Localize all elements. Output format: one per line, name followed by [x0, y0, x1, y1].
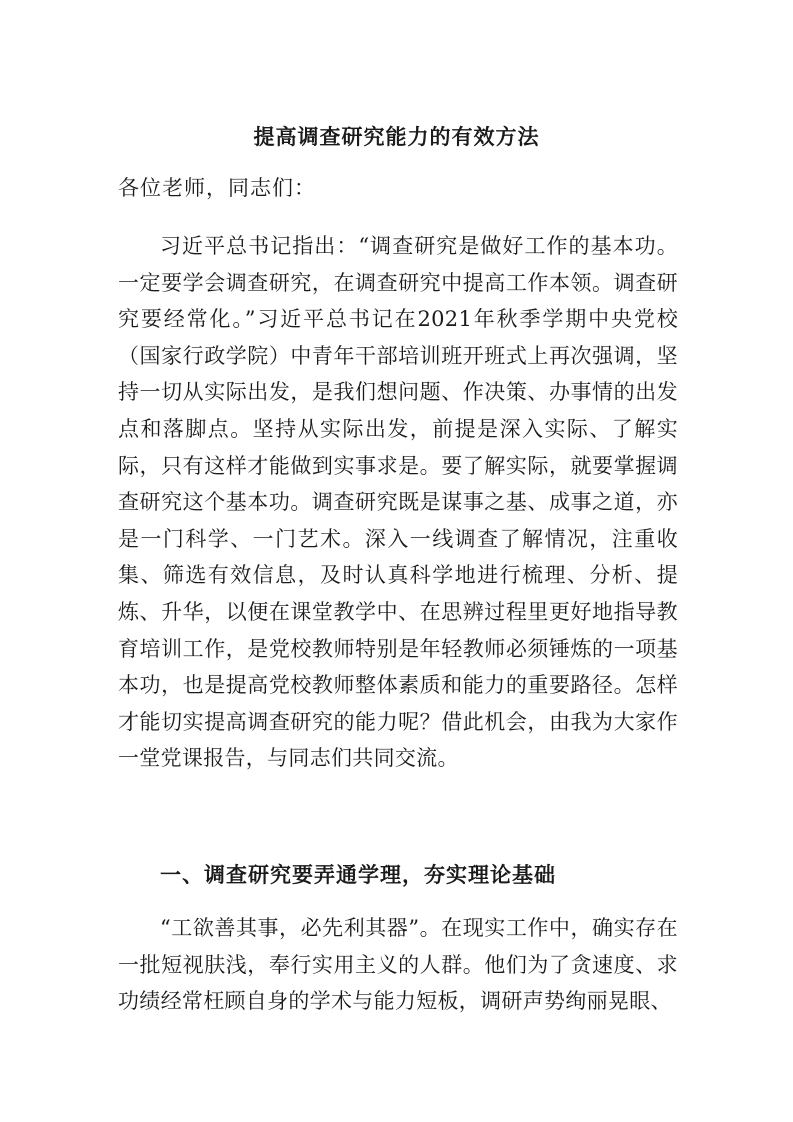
paragraph-2: “工欲善其事，必先利其器”。在现实工作中，确实存在一批短视肤浅，奉行实用主义的人群。他们为了贪速度、求功绩经常枉顾自身的学术与能力短板，调研声势绚丽晃眼、 [118, 916, 678, 1014]
salutation: 各位老师，同志们： [118, 176, 316, 200]
document-title: 提高调查研究能力的有效方法 [253, 124, 540, 149]
paragraph-1: 习近平总书记指出：“调查研究是做好工作的基本功。一定要学会调查研究，在调查研究中提高工作本领。调查研究要经常化。”习近平总书记在2021年秋季学期中央党校（国家行政学院）中青年干部培训班开班式上再次强调，坚持一切从实际出发，是我们想问题、作决策、办事情的出发点和落脚点。坚持从实际出发，前提是深入实际、了解实际，只有这样才能做到实事求是。要了解实际，就要掌握调查研究这个基本功。调查研究既是谋事之基、成事之道，亦是一门科学、一门艺术。深入一线调查了解情况，注重收集、筛选有效信息，及时认真科学地进行梳理、分析、提炼、升华，以便在课堂教学中、在思辨过程里更好地指导教育培训工作，是党校教师特别是年轻教师必须锤炼的一项基本功，也是提高党校教师整体素质和能力的重要路径。怎样才能切实提高调查研究的能力呢？借此机会，由我为大家作一堂党课报告，与同志们共同交流。 [118, 234, 678, 771]
section-heading-1: 一、调查研究要弄通学理，夯实理论基础 [160, 862, 556, 887]
